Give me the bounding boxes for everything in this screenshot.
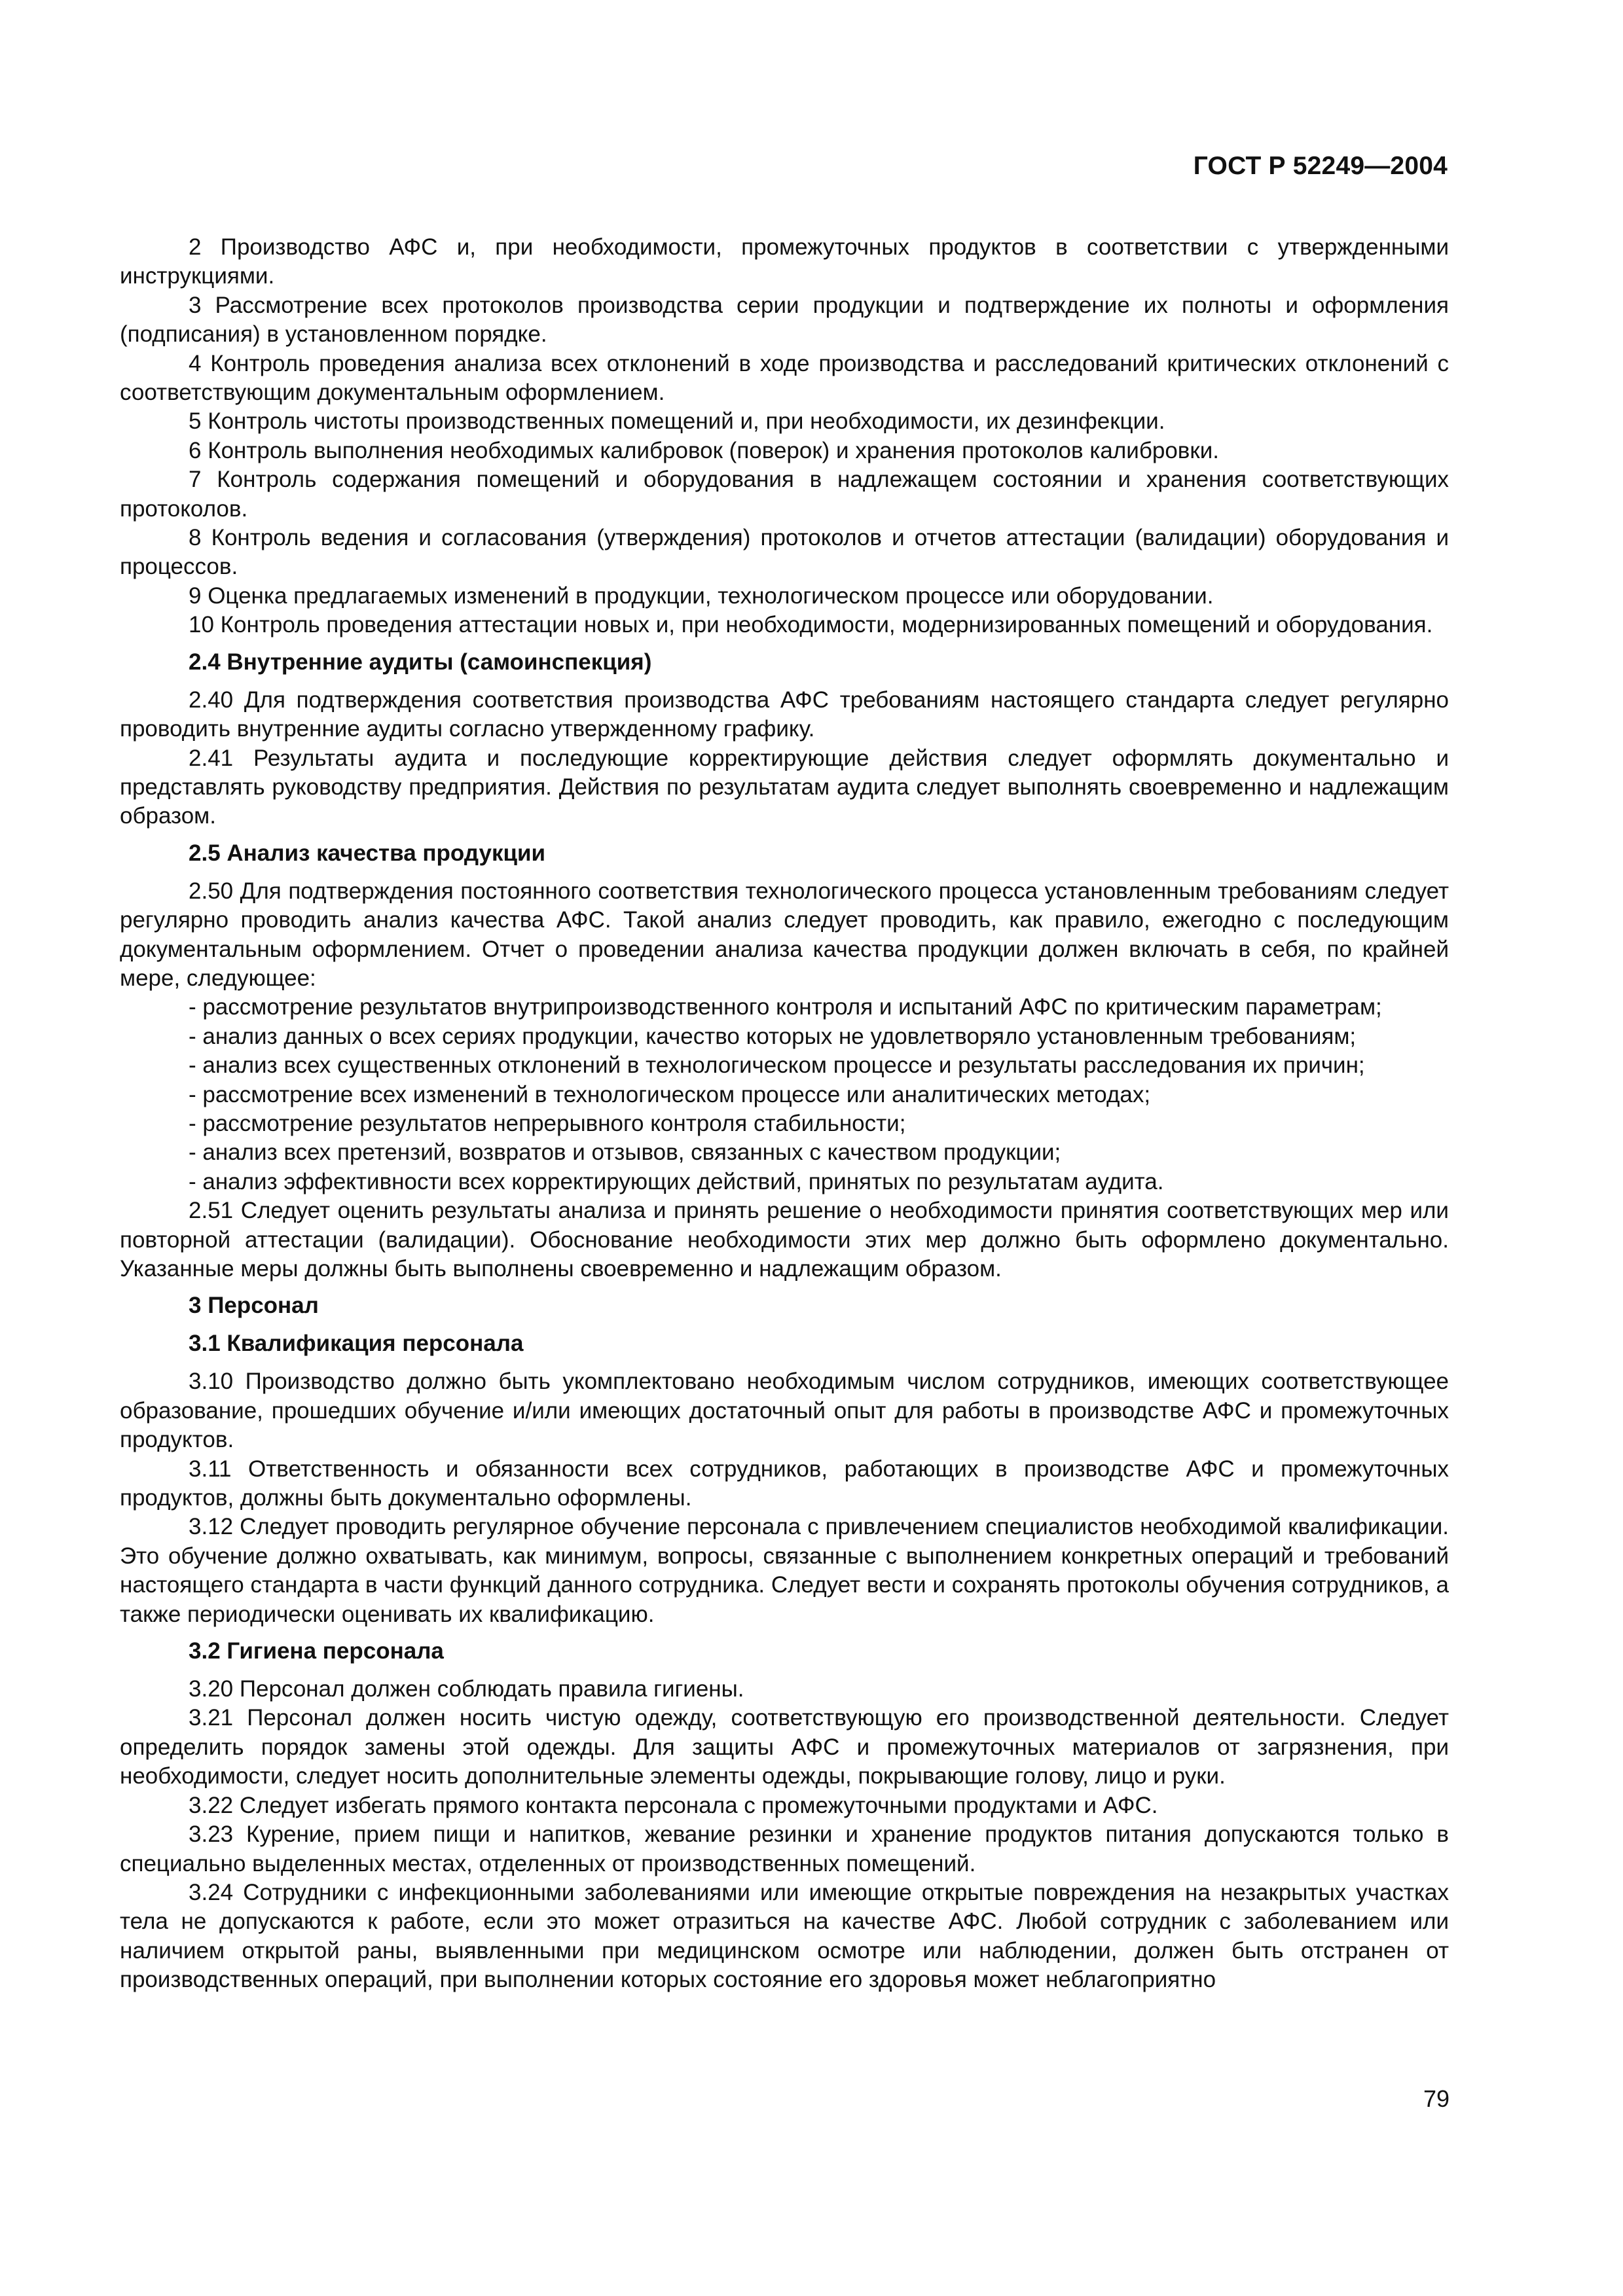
paragraph: 3.20 Персонал должен соблюдать правила гигиены. (189, 1676, 744, 1702)
paragraph: 2.41 Результаты аудита и последующие корректирующие действия следует оформлять документально и представлять руководству предприятия. Действия по результатам аудита следует выполнять своевременно и надлежащим образом. (120, 745, 1449, 829)
list-item: - анализ всех претензий, возвратов и отзывов, связанных с качеством продукции; (189, 1139, 1061, 1166)
document-body (120, 233, 1449, 1995)
list-item: - рассмотрение всех изменений в технологическом процессе или аналитических методах; (189, 1081, 1151, 1107)
paragraph: 3 Рассмотрение всех протоколов производства серии продукции и подтверждение их полноты и оформления (подписания) в установленном порядке. (120, 292, 1449, 348)
paragraph: 6 Контроль выполнения необходимых калибровок (поверок) и хранения протоколов калибровки. (189, 437, 1219, 463)
paragraph: 3.11 Ответственность и обязанности всех сотрудников, работающих в производстве АФС и промежуточных продуктов, должны быть документально оформлены. (120, 1456, 1449, 1511)
section-heading: 3.2 Гигиена персонала (189, 1638, 444, 1664)
paragraph: 3.12 Следует проводить регулярное обучение персонала с привлечением специалистов необходимой квалификации. Это обучение должно охватывать, как минимум, вопросы, связанные с выполнением конкретных операций и требований настоящего стандарта в части функций данного сотрудника. Следует вести и сохранять протоколы обучения сотрудников, а также периодически оценивать их квалификацию. (120, 1514, 1449, 1627)
document-code-header: ГОСТ Р 52249—2004 (1193, 152, 1448, 180)
paragraph: 8 Контроль ведения и согласования (утверждения) протоколов и отчетов аттестации (валидации) оборудования и процессов. (120, 525, 1449, 580)
list-item: - анализ данных о всех сериях продукции, качество которых не удовлетворяло установленным требованиям; (189, 1023, 1357, 1049)
paragraph: 2.50 Для подтверждения постоянного соответствия технологического процесса установленным требованиям следует регулярно проводить анализ качества АФС. Такой анализ следует проводить, как правило, ежегодно с последующим документальным оформлением. Отчет о проведении анализа качества продукции должен включать в себя, по крайней мере, следующее: (120, 878, 1449, 991)
paragraph: 3.21 Персонал должен носить чистую одежду, соответствующую его производственной деятельности. Следует определить порядок замены этой одежды. Для защиты АФС и промежуточных материалов от загрязнения, при необходимости, следует носить дополнительные элементы одежды, покрывающие голову, лицо и руки. (120, 1705, 1449, 1789)
section-heading: 3 Персонал (189, 1293, 319, 1319)
list-item: - анализ эффективности всех корректирующих действий, принятых по результатам аудита. (189, 1168, 1164, 1194)
paragraph: 2.40 Для подтверждения соответствия производства АФС требованиям настоящего стандарта следует регулярно проводить внутренние аудиты согласно утвержденному графику. (120, 687, 1449, 742)
list-item: - анализ всех существенных отклонений в технологическом процессе и результаты расследования их причин; (189, 1052, 1365, 1079)
list-item: - рассмотрение результатов непрерывного контроля стабильности; (189, 1110, 906, 1136)
paragraph: 3.23 Курение, прием пищи и напитков, жевание резинки и хранение продуктов питания допускаются только в специально выделенных местах, отделенных от производственных помещений. (120, 1821, 1449, 1876)
paragraph: 10 Контроль проведения аттестации новых и, при необходимости, модернизированных помещений и оборудования. (189, 612, 1433, 638)
page-number: 79 (1423, 2085, 1450, 2112)
paragraph: 9 Оценка предлагаемых изменений в продукции, технологическом процессе или оборудовании. (189, 583, 1214, 609)
section-heading: 2.5 Анализ качества продукции (189, 840, 546, 866)
paragraph: 3.10 Производство должно быть укомплектовано необходимым числом сотрудников, имеющих соответствующее образование, прошедших обучение и/или имеющих достаточный опыт для работы в производстве АФС и промежуточных продуктов. (120, 1369, 1449, 1453)
paragraph: 5 Контроль чистоты производственных помещений и, при необходимости, их дезинфекции. (189, 408, 1165, 435)
paragraph: 7 Контроль содержания помещений и оборудования в надлежащем состоянии и хранения соответствующих протоколов. (120, 467, 1449, 522)
section-heading: 3.1 Квалификация персонала (189, 1331, 524, 1357)
paragraph: 2.51 Следует оценить результаты анализа и принять решение о необходимости принятия соответствующих мер или повторной аттестации (валидации). Обоснование необходимости этих мер должно быть оформлено документально. Указанные меры должны быть выполнены своевременно и надлежащим образом. (120, 1198, 1449, 1282)
paragraph: 3.24 Сотрудники с инфекционными заболеваниями или имеющие открытые повреждения на незакрытых участках тела не допускаются к работе, если это может отразиться на качестве АФС. Любой сотрудник с заболеванием или наличием открытой раны, выявленными при медицинском осмотре или наблюдении, должен быть отстранен от производственных операций, при выполнении которых состояние его здоровья может неблагоприятно (120, 1879, 1449, 1993)
paragraph: 4 Контроль проведения анализа всех отклонений в ходе производства и расследований критических отклонений с соответствующим документальным оформлением. (120, 350, 1449, 406)
paragraph: 2 Производство АФС и, при необходимости, промежуточных продуктов в соответствии с утвержденными инструкциями. (120, 234, 1449, 289)
paragraph: 3.22 Следует избегать прямого контакта персонала с промежуточными продуктами и АФС. (189, 1792, 1158, 1818)
section-heading: 2.4 Внутренние аудиты (самоинспекция) (189, 649, 652, 675)
list-item: - рассмотрение результатов внутрипроизводственного контроля и испытаний АФС по критическим параметрам; (189, 994, 1382, 1020)
